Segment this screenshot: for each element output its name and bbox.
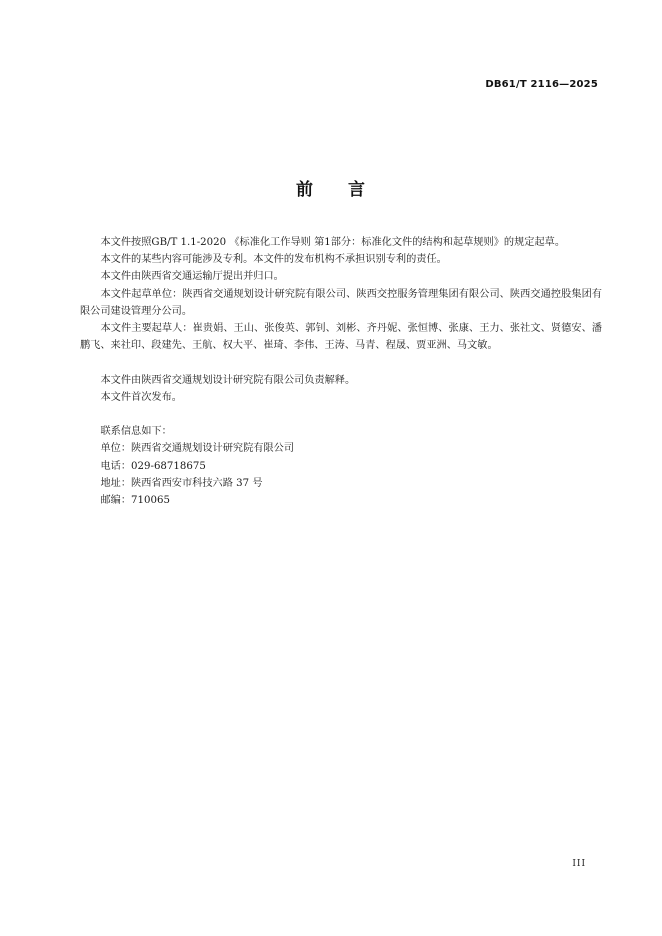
contact-phone: 电话：029-68718675 xyxy=(100,460,206,472)
title-char-2: 言 xyxy=(348,180,366,200)
paragraph-interpretation: 本文件由陕西省交通规划设计研究院有限公司负责解释。 xyxy=(100,374,356,386)
paragraph-patent-notice: 本文件的某些内容可能涉及专利。本文件的发布机构不承担识别专利的责任。 xyxy=(100,254,447,266)
contact-postcode: 邮编：710065 xyxy=(100,495,170,507)
spacer xyxy=(80,354,602,371)
paragraph-drafting-units: 本文件起草单位：陕西省交通规划设计研究院有限公司、陕西交控服务管理集团有限公司、陕西交通控股集团有限公司建设管理分公司。 xyxy=(80,288,602,317)
foreword-body xyxy=(80,234,602,509)
contact-unit: 单位：陕西省交通规划设计研究院有限公司 xyxy=(100,443,295,455)
paragraph-drafting-rules: 本文件按照GB/T 1.1-2020 《标准化工作导则 第1部分：标准化文件的结构和起草规则》的规定起草。 xyxy=(100,237,566,248)
document-code: DB61/T 2116—2025 xyxy=(485,79,598,90)
page-title xyxy=(0,175,662,200)
spacer xyxy=(80,406,602,423)
paragraph-first-release: 本文件首次发布。 xyxy=(100,391,182,403)
paragraph-drafters: 本文件主要起草人：崔贵娟、王山、张俊英、郭钊、刘彬、齐丹妮、张恒博、张康、王力、张社文、贤德安、潘鹏飞、来社印、段建先、王航、权大平、崔琦、李伟、王涛、马青、程晟、贾亚洲、马文敏。 xyxy=(80,323,602,352)
paragraph-proposer: 本文件由陕西省交通运输厅提出并归口。 xyxy=(100,271,284,283)
title-char-1: 前 xyxy=(296,180,314,200)
contact-heading: 联系信息如下： xyxy=(100,426,172,438)
page-number: III xyxy=(572,859,586,869)
contact-address: 地址：陕西省西安市科技六路 37 号 xyxy=(100,477,263,489)
